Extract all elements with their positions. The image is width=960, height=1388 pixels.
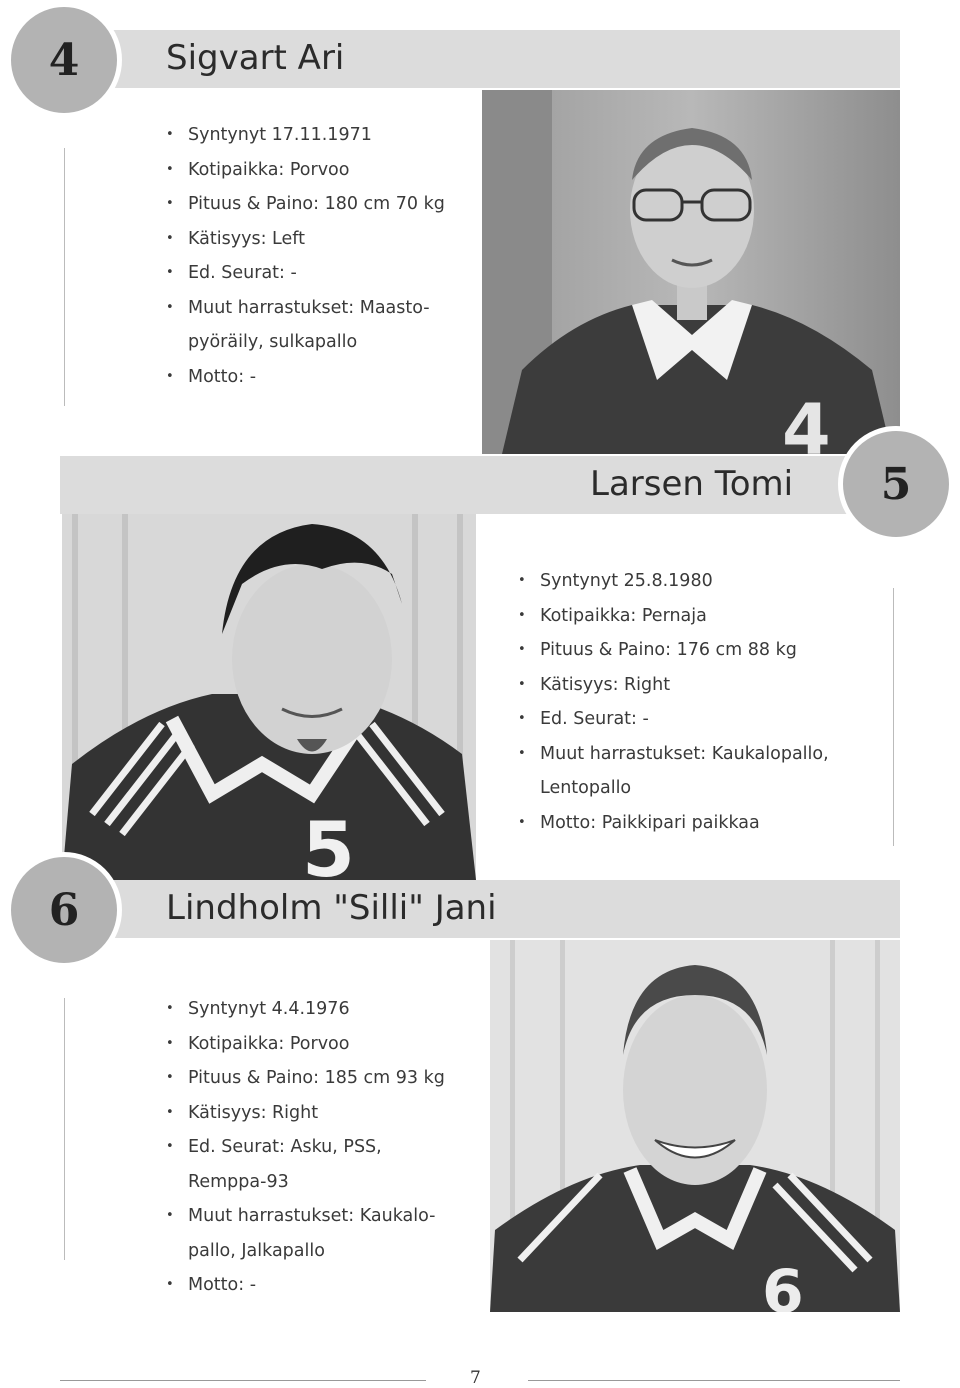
detail-line: Remppa-93 <box>188 1171 289 1192</box>
detail-item: • Kotipaikka: Porvoo <box>166 153 445 188</box>
detail-item: • Motto: - <box>166 1268 445 1303</box>
player-photo <box>62 514 476 880</box>
jersey-number: 6 <box>762 1257 804 1312</box>
detail-item: • Motto: - <box>166 360 445 395</box>
detail-item: • Pituus & Paino: 185 cm 93 kg <box>166 1061 445 1096</box>
divider-line <box>64 998 65 1260</box>
detail-line: pallo, Jalkapallo <box>188 1240 325 1261</box>
detail-item: • Kotipaikka: Porvoo <box>166 1027 445 1062</box>
detail-item <box>166 291 445 360</box>
detail-item: • Motto: Paikkipari paikkaa <box>518 806 829 841</box>
page-number: 7 <box>470 1368 481 1388</box>
divider-line <box>64 148 65 406</box>
detail-item: • Syntynyt 17.11.1971 <box>166 118 445 153</box>
player-name: Larsen Tomi <box>590 464 794 504</box>
detail-item <box>166 1199 445 1268</box>
detail-item: • Kätisyys: Right <box>166 1096 445 1131</box>
player-details-list <box>518 564 829 840</box>
detail-item: • Kotipaikka: Pernaja <box>518 599 829 634</box>
footer-line <box>528 1380 900 1381</box>
detail-item: • Syntynyt 25.8.1980 <box>518 564 829 599</box>
detail-item: • Pituus & Paino: 180 cm 70 kg <box>166 187 445 222</box>
detail-item: • Ed. Seurat: - <box>518 702 829 737</box>
player-number-badge: 5 <box>838 426 954 542</box>
detail-item: • Pituus & Paino: 176 cm 88 kg <box>518 633 829 668</box>
player-photo <box>482 90 900 454</box>
jersey-number: 5 <box>302 805 355 880</box>
detail-line: • Muut harrastukset: Kaukalopallo, <box>540 743 829 764</box>
detail-item: • Ed. Seurat: - <box>166 256 445 291</box>
divider-line <box>893 588 894 846</box>
player-name: Lindholm "Silli" Jani <box>166 888 497 928</box>
detail-item <box>518 737 829 806</box>
detail-item: • Kätisyys: Left <box>166 222 445 257</box>
player-number-badge: 6 <box>6 852 122 968</box>
detail-item <box>166 1130 445 1199</box>
player-name: Sigvart Ari <box>166 38 345 78</box>
jersey-number: 4 <box>782 389 831 454</box>
player-details-list <box>166 118 445 394</box>
footer-line <box>60 1380 426 1381</box>
detail-line: • Ed. Seurat: Asku, PSS, <box>188 1137 382 1157</box>
detail-item: • Syntynyt 4.4.1976 <box>166 992 445 1027</box>
player-number-badge: 4 <box>6 2 122 118</box>
detail-line: • Muut harrastukset: Maasto- <box>188 297 430 318</box>
detail-line: Lentopallo <box>540 778 632 798</box>
detail-line: • Muut harrastukset: Kaukalo- <box>188 1206 436 1226</box>
detail-item: • Kätisyys: Right <box>518 668 829 703</box>
detail-line: pyöräily, sulkapallo <box>188 332 358 352</box>
player-photo <box>490 940 900 1312</box>
player-details-list <box>166 992 445 1303</box>
